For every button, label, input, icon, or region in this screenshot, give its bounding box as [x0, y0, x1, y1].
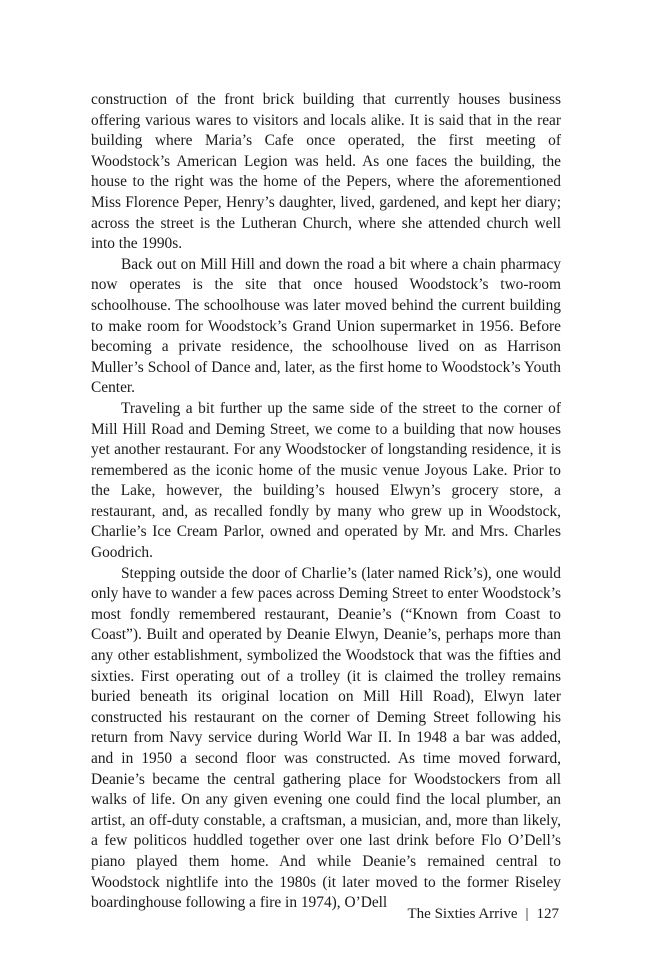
body-paragraph: Back out on Mill Hill and down the road a bit where a chain pharmacy now operates is the site that once housed Woodstock’s two-room schoolhouse. The schoolhouse was later moved behind the current building to make room for Woodstock’s Grand Union supermarket in 1956. Before becoming a private residence, the schoolhouse lived on as Harrison Muller’s School of Dance and, later, as the first home to Woodstock’s Youth Center. [91, 255, 561, 397]
body-paragraph: Stepping outside the door of Charlie’s (later named Rick’s), one would only have to wander a few paces across Deming Street to enter Woodstock’s most fondly remembered restaurant, Deanie’s (“Known from Coast to Coast”). Built and operated by Deanie Elwyn, Deanie’s, perhaps more than any other establishment, symbolized the Woodstock that was the fifties and sixties. First operating out of a trolley (it is claimed the trolley remains buried beneath its original location on Mill Hill Road), Elwyn later constructed his restaurant on the corner of Deming Street following his return from Navy service during World War II. In 1948 a bar was added, and in 1950 a second floor was constructed. As time moved forward, Deanie’s became the central gathering place for Woodstockers from all walks of life. On any given evening one could find the local plumber, an artist, an off-duty constable, a craftsman, a musician, and, more than likely, a few politicos huddled together over one last drink before Flo O’Dell’s piano played them home. And while Deanie’s remained central to Woodstock nightlife into the 1980s (it later moved to the former Riseley boardinghouse following a fire in 1974), O’Dell [91, 564, 561, 912]
chapter-title: The Sixties Arrive [407, 906, 518, 922]
footer-separator: | [525, 906, 529, 922]
body-paragraph: Traveling a bit further up the same side of the street to the corner of Mill Hill Road and Deming Street, we come to a building that now houses yet another restaurant. For any Woodstocker of longstanding residence, it is remembered as the iconic home of the music venue Joyous Lake. Prior to the Lake, however, the building’s housed Elwyn’s grocery store, a restaurant, and, as recalled fondly by many who grew up in Woodstock, Charlie’s Ice Cream Parlor, owned and operated by Mr. and Mrs. Charles Goodrich. [91, 399, 561, 562]
running-footer [408, 904, 560, 924]
body-paragraph: construction of the front brick building that currently houses business offering various wares to visitors and locals alike. It is said that in the rear building where Maria’s Cafe once operated, the first meeting of Woodstock’s American Legion was held. As one faces the building, the house to the right was the home of the Pepers, where the aforementioned Miss Florence Peper, Henry’s daughter, lived, gardened, and kept her diary; across the street is the Lutheran Church, where she attended church well into the 1990s. [91, 91, 561, 253]
page-body [91, 90, 561, 914]
page-number: 127 [536, 906, 559, 922]
